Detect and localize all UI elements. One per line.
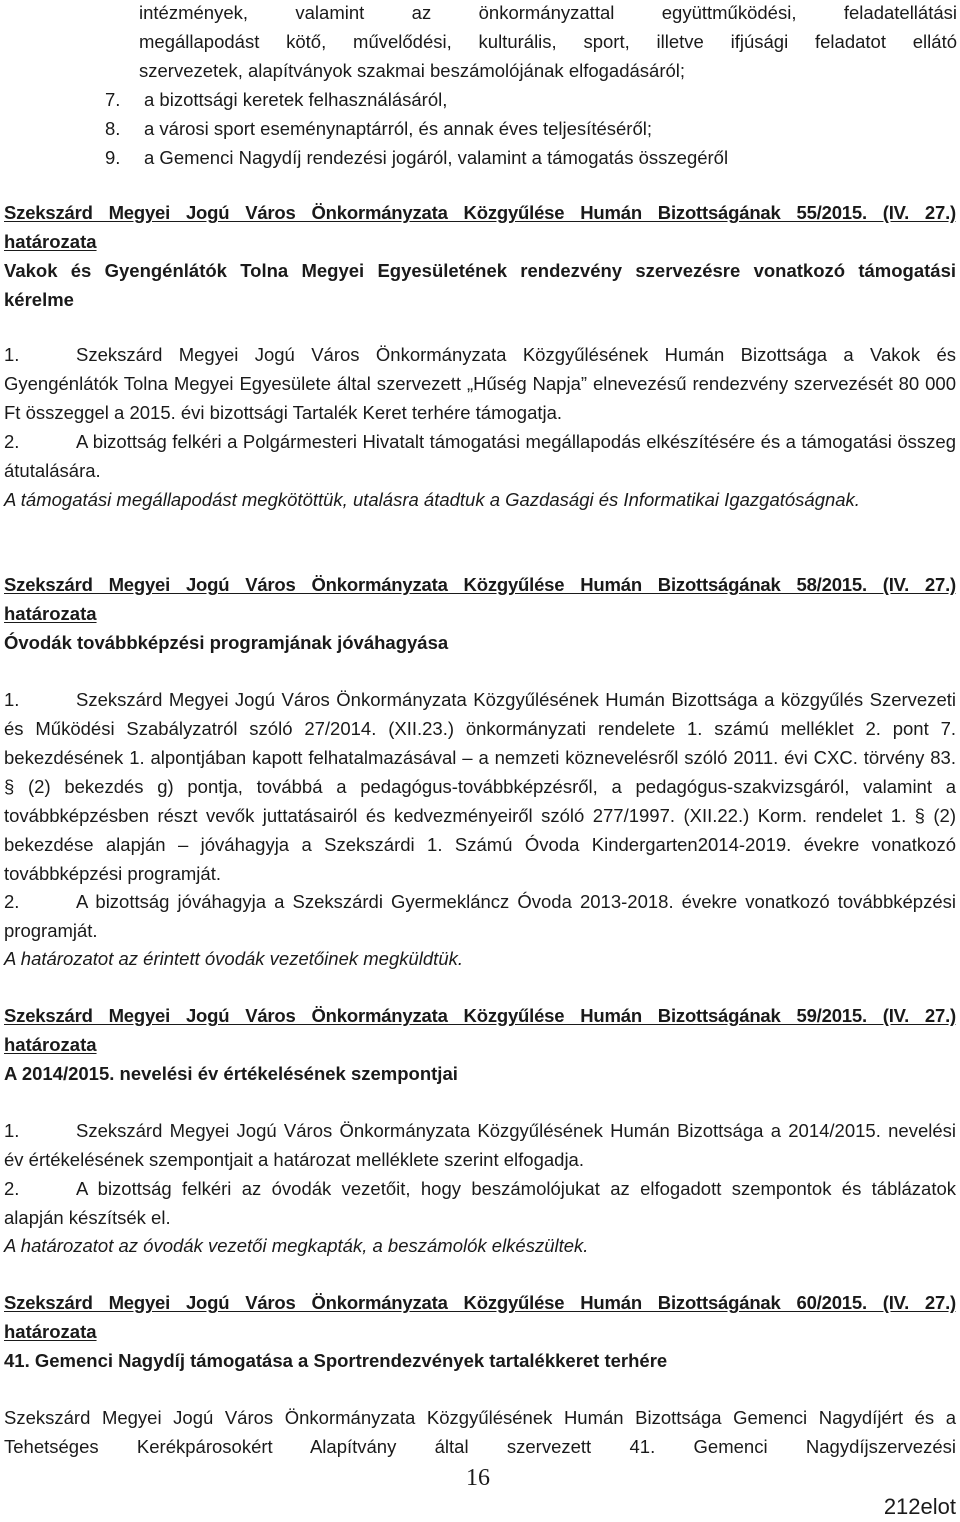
list-number: 7. [105, 89, 121, 110]
paragraph-number: 2. [4, 891, 20, 912]
res60-heading: Szekszárd Megyei Jogú Város Önkormányzata Közgyűlése Humán Bizottságának 60/2015. (IV. 27.) [4, 1292, 956, 1313]
res58-paragraph-1 [4, 685, 956, 888]
res55-paragraph-1 [4, 340, 956, 427]
intro-cont-line-3: szervezetek, alapítványok szakmai beszámolójának elfogadásáról; [139, 60, 686, 81]
intro-cont-line-2: megállapodást kötő, művelődési, kulturális, sport, illetve ifjúsági feladatot ellátó [139, 31, 957, 52]
paragraph-number: 1. [4, 1120, 20, 1141]
res59-note: A határozatot az óvodák vezetői megkapták, a beszámolók elkészültek. [4, 1235, 589, 1256]
page-number: 16 [466, 1465, 490, 1491]
list-text: a városi sport eseménynaptárról, és annak éves teljesítéséről; [144, 118, 652, 139]
list-text: a Gemenci Nagydíj rendezési jogáról, valamint a támogatás összegéről [144, 147, 729, 168]
paragraph-number: 1. [4, 689, 20, 710]
footer-code: 212elot [883, 1494, 956, 1519]
paragraph-text: A bizottság felkéri a Polgármesteri Hivatalt támogatási megállapodás elkészítésére és a támogatási összeg átutalására. [4, 431, 956, 481]
res55-title: Vakok és Gyengénlátók Tolna Megyei Egyesületének rendezvény szervezésre vonatkozó támogatási kérelme [4, 260, 956, 310]
res55-paragraph-2 [4, 427, 956, 485]
intro-item-9 [105, 143, 728, 172]
paragraph-number: 2. [4, 431, 20, 452]
list-number: 9. [105, 147, 121, 168]
intro-item-8 [105, 114, 652, 143]
paragraph-number: 2. [4, 1178, 20, 1199]
res59-title: A 2014/2015. nevelési év értékelésének szempontjai [4, 1063, 458, 1084]
paragraph-number: 1. [4, 344, 20, 365]
res58-heading: Szekszárd Megyei Jogú Város Önkormányzata Közgyűlése Humán Bizottságának 58/2015. (IV. 27.) [4, 574, 956, 595]
list-number: 8. [105, 118, 121, 139]
list-text: a bizottsági keretek felhasználásáról, [144, 89, 448, 110]
res59-paragraph-1 [4, 1116, 956, 1174]
res55-kind: határozata [4, 231, 97, 252]
res55-heading: Szekszárd Megyei Jogú Város Önkormányzata Közgyűlése Humán Bizottságának 55/2015. (IV. 27.) [4, 202, 956, 223]
intro-cont-line-1: intézmények, valamint az önkormányzattal együttműködési, feladatellátási [139, 2, 957, 23]
res58-paragraph-2 [4, 887, 956, 945]
res58-note: A határozatot az érintett óvodák vezetőinek megküldtük. [4, 948, 463, 969]
res60-kind: határozata [4, 1321, 97, 1342]
res59-heading: Szekszárd Megyei Jogú Város Önkormányzata Közgyűlése Humán Bizottságának 59/2015. (IV. 27.) [4, 1005, 956, 1026]
res60-title: 41. Gemenci Nagydíj támogatása a Sportrendezvények tartalékkeret terhére [4, 1350, 668, 1371]
paragraph-text: A bizottság jóváhagyja a Szekszárdi Gyermekláncz Óvoda 2013-2018. évekre vonatkozó továbbképzési programját. [4, 891, 956, 941]
paragraph-text: Szekszárd Megyei Jogú Város Önkormányzata Közgyűlésének Humán Bizottsága a Vakok és Gyengénlátók Tolna Megyei Egyesülete által szervezett „Hűség Napja” elnevezésű rendezvény szervezését 80 000 Ft összeggel a 2015. évi bizottsági Tartalék Keret terhére támogatja. [4, 344, 956, 423]
res60-paragraph-1: Szekszárd Megyei Jogú Város Önkormányzata Közgyűlésének Humán Bizottsága Gemenci Nagydíjért és a Tehetséges Kerékpárosokért Alapítvány által szervezett 41. Gemenci Nagydíjszervezési [4, 1407, 956, 1457]
res59-kind: határozata [4, 1034, 97, 1055]
paragraph-text: Szekszárd Megyei Jogú Város Önkormányzata Közgyűlésének Humán Bizottsága a közgyűlés Szervezeti és Működési Szabályzatról szóló 27/2014. (XII.23.) önkormányzati rendelete 1. számú melléklet 2. pont 7. bekezdésének 1. alpontjában kapott felhatalmazásával – a nemzeti köznevelésről szóló 2011. évi CXC. törvény 83. § (2) bekezdés g) pontja, továbbá a pedagógus-továbbképzésről, a pedagógus-szakvizsgáról, valamint a továbbképzésben részt vevők juttatásairól és kedvezményeiről szóló 277/1997. (XII.22.) Korm. rendelet 1. § (2) bekezdése alapján – jóváhagyja a Szekszárdi 1. Számú Óvoda Kindergarten2014-2019. évekre vonatkozó továbbképzési programját. [4, 689, 956, 884]
res58-kind: határozata [4, 603, 97, 624]
intro-item-7 [105, 85, 447, 114]
res58-title: Óvodák továbbképzési programjának jóváhagyása [4, 632, 449, 653]
paragraph-text: Szekszárd Megyei Jogú Város Önkormányzata Közgyűlésének Humán Bizottsága a 2014/2015. nevelési év értékelésének szempontjait a határozat melléklete szerint elfogadja. [4, 1120, 956, 1170]
res55-note: A támogatási megállapodást megkötöttük, utalásra átadtuk a Gazdasági és Informatikai Igazgatóságnak. [4, 489, 860, 510]
res59-paragraph-2 [4, 1174, 956, 1232]
paragraph-text: A bizottság felkéri az óvodák vezetőit, hogy beszámolójukat az elfogadott szempontok és táblázatok alapján készítsék el. [4, 1178, 956, 1228]
